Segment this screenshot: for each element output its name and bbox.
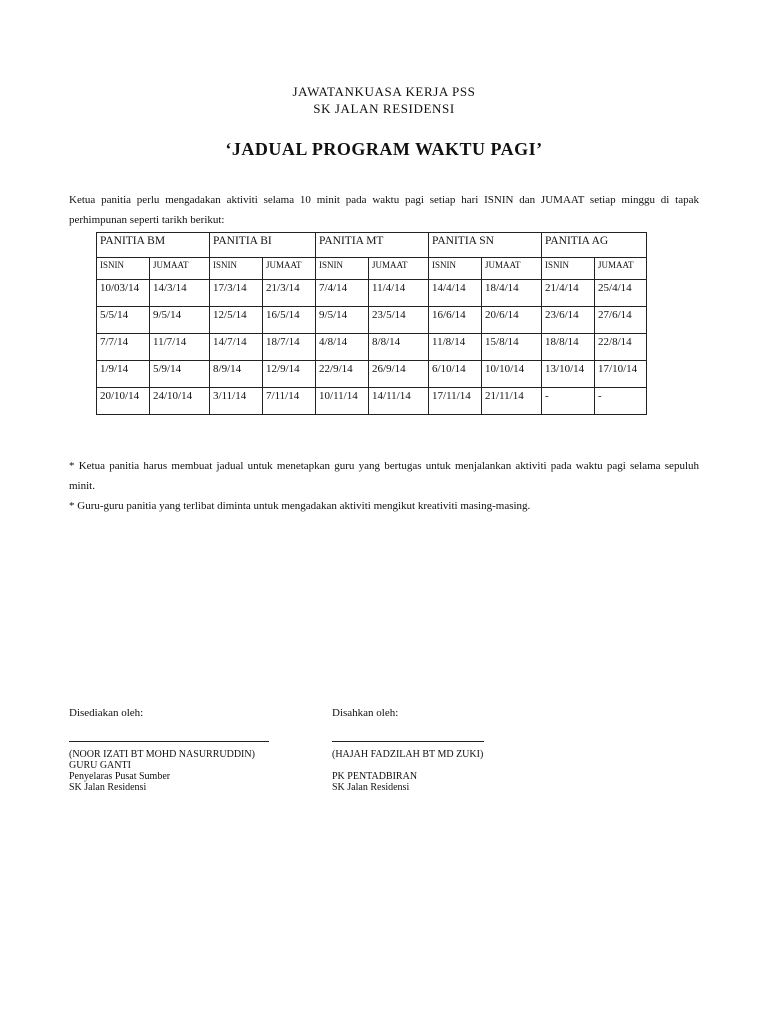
table-cell: 26/9/14 bbox=[369, 361, 429, 388]
preparer-school: SK Jalan Residensi bbox=[69, 782, 147, 793]
table-cell: 7/11/14 bbox=[263, 388, 316, 415]
note-item: * Ketua panitia harus membuat jadual untuk menetapkan guru yang bertugas untuk menjalankan aktiviti pada waktu pagi selama sepuluh minit. bbox=[69, 460, 699, 492]
schedule-table bbox=[96, 232, 647, 415]
table-cell: 9/5/14 bbox=[150, 307, 210, 334]
preparer-title: GURU GANTI bbox=[69, 760, 131, 771]
table-cell: 12/5/14 bbox=[210, 307, 263, 334]
table-cell: 7/7/14 bbox=[97, 334, 150, 361]
day-header: JUMAAT bbox=[150, 258, 210, 280]
spacer bbox=[332, 760, 484, 771]
table-cell: 22/9/14 bbox=[316, 361, 369, 388]
table-cell: 17/10/14 bbox=[595, 361, 647, 388]
group-header-ag: PANITIA AG bbox=[542, 233, 647, 258]
table-cell: 14/7/14 bbox=[210, 334, 263, 361]
table-row bbox=[97, 334, 647, 361]
table-cell: 23/6/14 bbox=[542, 307, 595, 334]
table-cell: 20/10/14 bbox=[97, 388, 150, 415]
group-header-mt: PANITIA MT bbox=[316, 233, 429, 258]
table-cell: 6/10/14 bbox=[429, 361, 482, 388]
table-cell: 10/03/14 bbox=[97, 280, 150, 307]
approved-by-label: Disahkan oleh: bbox=[332, 707, 399, 719]
table-cell: 3/11/14 bbox=[210, 388, 263, 415]
notes-section bbox=[69, 456, 699, 516]
day-header-row bbox=[97, 258, 647, 280]
table-cell: 11/7/14 bbox=[150, 334, 210, 361]
table-cell: 14/3/14 bbox=[150, 280, 210, 307]
table-cell: 10/11/14 bbox=[316, 388, 369, 415]
table-cell: 23/5/14 bbox=[369, 307, 429, 334]
group-header-bm: PANITIA BM bbox=[97, 233, 210, 258]
day-header: JUMAAT bbox=[482, 258, 542, 280]
table-cell: 16/6/14 bbox=[429, 307, 482, 334]
table-row bbox=[97, 361, 647, 388]
table-cell: 14/11/14 bbox=[369, 388, 429, 415]
table-cell: 21/4/14 bbox=[542, 280, 595, 307]
day-header: JUMAAT bbox=[595, 258, 647, 280]
table-cell: 18/8/14 bbox=[542, 334, 595, 361]
table-cell: 4/8/14 bbox=[316, 334, 369, 361]
table-cell: 12/9/14 bbox=[263, 361, 316, 388]
document-title: ‘JADUAL PROGRAM WAKTU PAGI’ bbox=[225, 139, 543, 159]
table-cell: 1/9/14 bbox=[97, 361, 150, 388]
table-cell: 5/5/14 bbox=[97, 307, 150, 334]
group-header-row bbox=[97, 233, 647, 258]
table-cell: 20/6/14 bbox=[482, 307, 542, 334]
table-cell: 18/7/14 bbox=[263, 334, 316, 361]
day-header: ISNIN bbox=[97, 258, 150, 280]
table-cell: - bbox=[595, 388, 647, 415]
day-header: ISNIN bbox=[316, 258, 369, 280]
signature-line bbox=[332, 741, 484, 742]
table-cell: 21/11/14 bbox=[482, 388, 542, 415]
group-header-sn: PANITIA SN bbox=[429, 233, 542, 258]
prepared-by-label: Disediakan oleh: bbox=[69, 707, 144, 719]
group-header-bi: PANITIA BI bbox=[210, 233, 316, 258]
table-cell: 13/10/14 bbox=[542, 361, 595, 388]
table-cell: - bbox=[542, 388, 595, 415]
table-cell: 25/4/14 bbox=[595, 280, 647, 307]
school-heading: SK JALAN RESIDENSI bbox=[313, 101, 455, 116]
preparer-name: (NOOR IZATI BT MOHD NASURRUDDIN) bbox=[69, 749, 255, 760]
table-cell: 27/6/14 bbox=[595, 307, 647, 334]
table-cell: 15/8/14 bbox=[482, 334, 542, 361]
prepared-by-block bbox=[69, 708, 269, 793]
day-header: ISNIN bbox=[210, 258, 263, 280]
table-cell: 8/8/14 bbox=[369, 334, 429, 361]
day-header: ISNIN bbox=[542, 258, 595, 280]
table-cell: 10/10/14 bbox=[482, 361, 542, 388]
table-cell: 9/5/14 bbox=[316, 307, 369, 334]
table-cell: 14/4/14 bbox=[429, 280, 482, 307]
signature-line bbox=[69, 741, 269, 742]
approved-by-block bbox=[332, 708, 484, 793]
table-cell: 7/4/14 bbox=[316, 280, 369, 307]
approver-name: (HAJAH FADZILAH BT MD ZUKI) bbox=[332, 749, 484, 760]
intro-paragraph: Ketua panitia perlu mengadakan aktiviti selama 10 minit pada waktu pagi setiap hari ISNIN dan JUMAAT setiap minggu di tapak perhimpunan seperti tarikh berikut: bbox=[69, 194, 699, 226]
table-cell: 17/11/14 bbox=[429, 388, 482, 415]
table-cell: 22/8/14 bbox=[595, 334, 647, 361]
day-header: ISNIN bbox=[429, 258, 482, 280]
table-cell: 8/9/14 bbox=[210, 361, 263, 388]
day-header: JUMAAT bbox=[369, 258, 429, 280]
committee-heading: JAWATANKUASA KERJA PSS bbox=[292, 84, 476, 99]
table-row bbox=[97, 280, 647, 307]
table-row bbox=[97, 388, 647, 415]
table-cell: 11/4/14 bbox=[369, 280, 429, 307]
table-cell: 21/3/14 bbox=[263, 280, 316, 307]
table-cell: 16/5/14 bbox=[263, 307, 316, 334]
table-cell: 24/10/14 bbox=[150, 388, 210, 415]
preparer-role: Penyelaras Pusat Sumber bbox=[69, 771, 171, 782]
approver-school: SK Jalan Residensi bbox=[332, 782, 410, 793]
table-cell: 11/8/14 bbox=[429, 334, 482, 361]
table-row bbox=[97, 307, 647, 334]
day-header: JUMAAT bbox=[263, 258, 316, 280]
table-cell: 17/3/14 bbox=[210, 280, 263, 307]
table-cell: 18/4/14 bbox=[482, 280, 542, 307]
note-item: * Guru-guru panitia yang terlibat diminta untuk mengadakan aktiviti mengikut kreativiti masing-masing. bbox=[69, 500, 531, 512]
approver-title: PK PENTADBIRAN bbox=[332, 771, 418, 782]
table-cell: 5/9/14 bbox=[150, 361, 210, 388]
